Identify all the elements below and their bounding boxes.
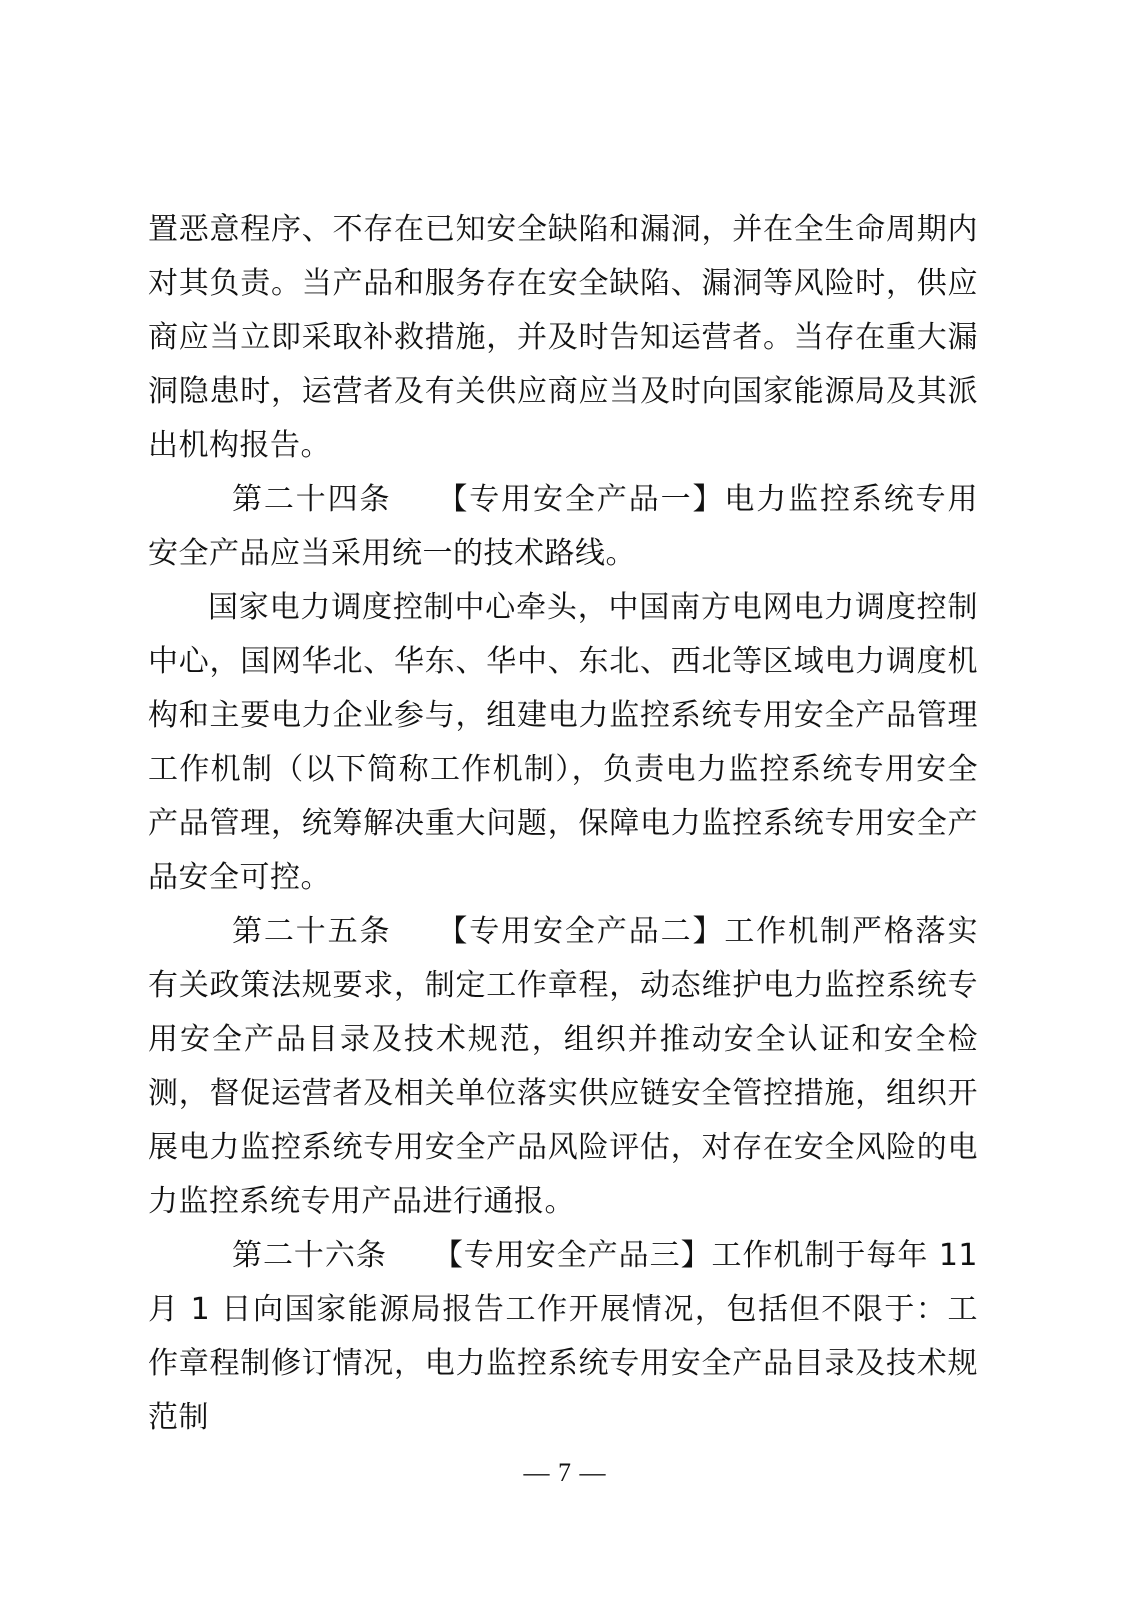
- paragraph-body: 国家电力调度控制中心牵头，中国南方电网电力调度控制中心，国网华北、华东、华中、东北、西北等区域电力调度机构和主要电力企业参与，组建电力监控系统专用安全产品管理工作机制（以下简称工作机制），负责电力监控系统专用安全产品管理，统筹解决重大问题，保障电力监控系统专用安全产品安全可控。: [148, 590, 978, 895]
- article-number: 第二十六条: [232, 1238, 387, 1273]
- article-text: 【专用安全产品一】电力监控系统专用安全产品应当采用统一的技术路线。: [148, 482, 979, 571]
- document-body: [148, 203, 978, 1445]
- article-26: [148, 1229, 978, 1445]
- article-text: 【专用安全产品三】工作机制于每年 11 月 1 日向国家能源局报告工作开展情况，包括但不限于：工作章程制修订情况，电力监控系统专用安全产品目录及技术规范制: [148, 1238, 978, 1435]
- article-24: [148, 473, 978, 581]
- article-25: [148, 905, 978, 1229]
- page-number: — 7 —: [523, 1458, 607, 1487]
- article-number: 第二十五条: [232, 914, 392, 949]
- article-text: 【专用安全产品二】工作机制严格落实有关政策法规要求，制定工作章程，动态维护电力监控系统专用安全产品目录及技术规范，组织并推动安全认证和安全检测，督促运营者及相关单位落实供应链安全管控措施，组织开展电力监控系统专用安全产品风险评估，对存在安全风险的电力监控系统专用产品进行通报。: [148, 914, 979, 1219]
- article-number: 第二十四条: [232, 482, 392, 517]
- paragraph-continuation: 置恶意程序、不存在已知安全缺陷和漏洞，并在全生命周期内对其负责。当产品和服务存在安全缺陷、漏洞等风险时，供应商应当立即采取补救措施，并及时告知运营者。当存在重大漏洞隐患时，运营者及有关供应商应当及时向国家能源局及其派出机构报告。: [148, 212, 978, 463]
